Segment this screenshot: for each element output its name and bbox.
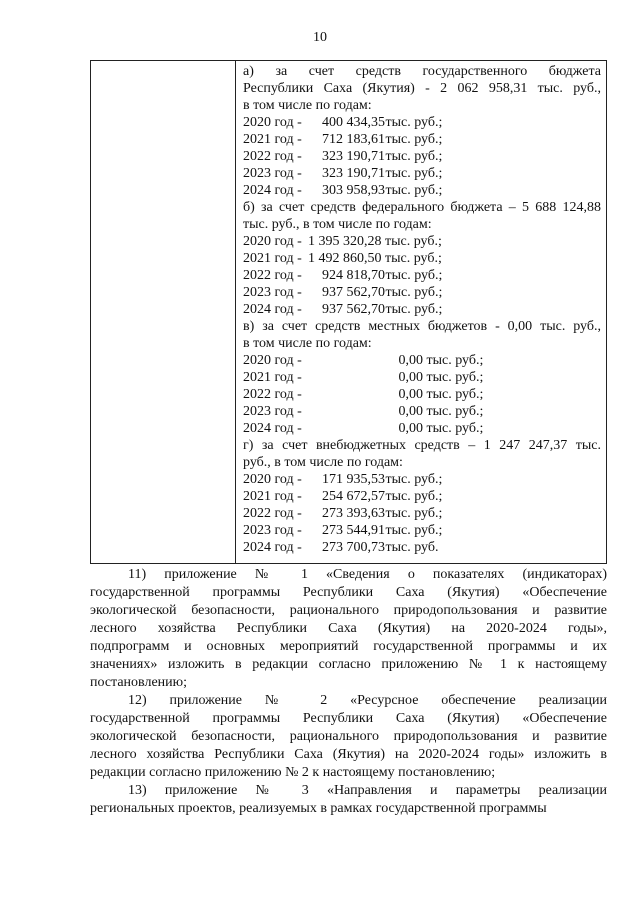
year-amount: 0,00 <box>398 421 423 436</box>
year-label: 2024 год - <box>243 302 302 317</box>
year-label: 2021 год - <box>243 132 302 147</box>
year-amount: 273 393,63 <box>322 506 385 521</box>
year-label: 2022 год - <box>243 387 302 402</box>
year-unit: тыс. руб.; <box>382 166 443 181</box>
funding-year-row <box>243 352 601 369</box>
paragraph <box>90 782 607 818</box>
funding-year-row <box>243 522 601 539</box>
year-amount: 0,00 <box>398 353 423 368</box>
year-amount: 273 700,73 <box>322 540 385 555</box>
year-label: 2021 год - <box>243 251 302 266</box>
paragraph <box>90 692 607 782</box>
year-unit: тыс. руб. <box>382 540 439 555</box>
year-label: 2024 год - <box>243 540 302 555</box>
funding-year-row <box>243 488 601 505</box>
year-unit: тыс. руб.; <box>382 132 443 147</box>
year-label: 2020 год - <box>243 234 302 249</box>
year-label: 2022 год - <box>243 268 302 283</box>
funding-year-row <box>243 386 601 403</box>
year-amount: 303 958,93 <box>322 183 385 198</box>
paragraph-line: экологической безопасности, рационального природопользования и развитие <box>90 603 607 618</box>
year-label: 2023 год - <box>243 285 302 300</box>
funding-intro-line: б) за счет средств федерального бюджета – 5 688 124,88 <box>243 200 601 215</box>
year-amount: 937 562,70 <box>322 302 385 317</box>
year-unit: тыс. руб.; <box>423 353 484 368</box>
year-label: 2023 год - <box>243 523 302 538</box>
year-unit: тыс. руб.; <box>382 268 443 283</box>
year-label: 2023 год - <box>243 166 302 181</box>
funding-year-row <box>243 284 601 301</box>
paragraph <box>90 566 607 692</box>
year-amount: 1 395 320,28 <box>308 234 382 249</box>
year-unit: тыс. руб.; <box>423 421 484 436</box>
funding-year-row <box>243 505 601 522</box>
paragraph-line: 11) приложение № 1 «Сведения о показателях (индикаторах) <box>128 567 607 582</box>
funding-intro-line: Республики Саха (Якутия) - 2 062 958,31 тыс. руб., <box>243 81 601 96</box>
year-unit: тыс. руб.; <box>382 489 443 504</box>
year-amount: 0,00 <box>398 404 423 419</box>
year-amount: 171 935,53 <box>322 472 385 487</box>
paragraph-line: 13) приложение № 3 «Направления и параметры реализации <box>128 783 607 798</box>
paragraph-line: региональных проектов, реализуемых в рамках государственной программы <box>90 801 547 816</box>
body-text <box>90 566 607 818</box>
year-label: 2020 год - <box>243 472 302 487</box>
funding-intro-line: а) за счет средств государственного бюджета <box>243 64 601 79</box>
year-unit: тыс. руб.; <box>382 472 443 487</box>
year-amount: 0,00 <box>398 370 423 385</box>
year-amount: 937 562,70 <box>322 285 385 300</box>
paragraph-line: 12) приложение № 2 «Ресурсное обеспечение реализации <box>128 693 607 708</box>
year-amount: 1 492 860,50 <box>308 251 382 266</box>
funding-year-row <box>243 267 601 284</box>
funding-cell <box>243 63 601 556</box>
paragraph-line: государственной программы Республики Саха (Якутия) «Обеспечение <box>90 711 607 726</box>
paragraph-line: экологической безопасности, рационального природопользования и развитие <box>90 729 607 744</box>
year-label: 2021 год - <box>243 370 302 385</box>
year-unit: тыс. руб.; <box>382 149 443 164</box>
paragraph-line: подпрограмм и основных мероприятий государственной программы и их <box>90 639 607 654</box>
funding-year-row <box>243 114 601 131</box>
year-unit: тыс. руб.; <box>423 404 484 419</box>
year-unit: тыс. руб.; <box>382 523 443 538</box>
year-amount: 254 672,57 <box>322 489 385 504</box>
funding-intro-line: в том числе по годам: <box>243 336 372 351</box>
year-amount: 400 434,35 <box>322 115 385 130</box>
year-unit: тыс. руб.; <box>423 387 484 402</box>
funding-year-row <box>243 471 601 488</box>
year-amount: 273 544,91 <box>322 523 385 538</box>
funding-intro-line: в том числе по годам: <box>243 98 372 113</box>
year-amount: 323 190,71 <box>322 166 385 181</box>
funding-year-row <box>243 369 601 386</box>
year-amount: 0,00 <box>398 387 423 402</box>
funding-year-row <box>243 403 601 420</box>
year-unit: тыс. руб.; <box>382 285 443 300</box>
paragraph-line: лесного хозяйства Республики Саха (Якутия) на 2020-2024 годы», <box>90 621 607 636</box>
paragraph-line: постановлению; <box>90 675 188 690</box>
funding-year-row <box>243 301 601 318</box>
funding-year-row <box>243 165 601 182</box>
funding-year-row <box>243 131 601 148</box>
year-label: 2020 год - <box>243 115 302 130</box>
funding-year-row <box>243 233 601 250</box>
year-amount: 712 183,61 <box>322 132 385 147</box>
funding-intro-line: тыс. руб., в том числе по годам: <box>243 217 432 232</box>
year-label: 2024 год - <box>243 421 302 436</box>
year-unit: тыс. руб.; <box>382 183 443 198</box>
year-unit: тыс. руб.; <box>382 302 443 317</box>
year-label: 2024 год - <box>243 183 302 198</box>
year-label: 2020 год - <box>243 353 302 368</box>
funding-year-row <box>243 420 601 437</box>
year-amount: 323 190,71 <box>322 149 385 164</box>
year-unit: тыс. руб.; <box>381 251 442 266</box>
year-amount: 924 818,70 <box>322 268 385 283</box>
year-label: 2021 год - <box>243 489 302 504</box>
table-column-divider <box>235 61 236 563</box>
paragraph-line: лесного хозяйства Республики Саха (Якутия) на 2020-2024 годы» изложить в <box>90 747 607 762</box>
year-unit: тыс. руб.; <box>423 370 484 385</box>
funding-year-row <box>243 250 601 267</box>
year-label: 2022 год - <box>243 506 302 521</box>
year-unit: тыс. руб.; <box>381 234 442 249</box>
year-label: 2023 год - <box>243 404 302 419</box>
year-unit: тыс. руб.; <box>382 115 443 130</box>
year-unit: тыс. руб.; <box>382 506 443 521</box>
funding-table <box>90 60 607 564</box>
paragraph-line: значениях» изложить в редакции согласно приложению № 1 к настоящему <box>90 657 607 672</box>
funding-intro-line: в) за счет средств местных бюджетов - 0,00 тыс. руб., <box>243 319 601 334</box>
paragraph-line: редакции согласно приложению № 2 к настоящему постановлению; <box>90 765 496 780</box>
year-label: 2022 год - <box>243 149 302 164</box>
paragraph-line: государственной программы Республики Саха (Якутия) «Обеспечение <box>90 585 607 600</box>
funding-year-row <box>243 539 601 556</box>
funding-year-row <box>243 182 601 199</box>
page-number: 10 <box>313 30 327 45</box>
funding-intro-line: г) за счет внебюджетных средств – 1 247 247,37 тыс. <box>243 438 601 453</box>
funding-year-row <box>243 148 601 165</box>
funding-intro-line: руб., в том числе по годам: <box>243 455 403 470</box>
